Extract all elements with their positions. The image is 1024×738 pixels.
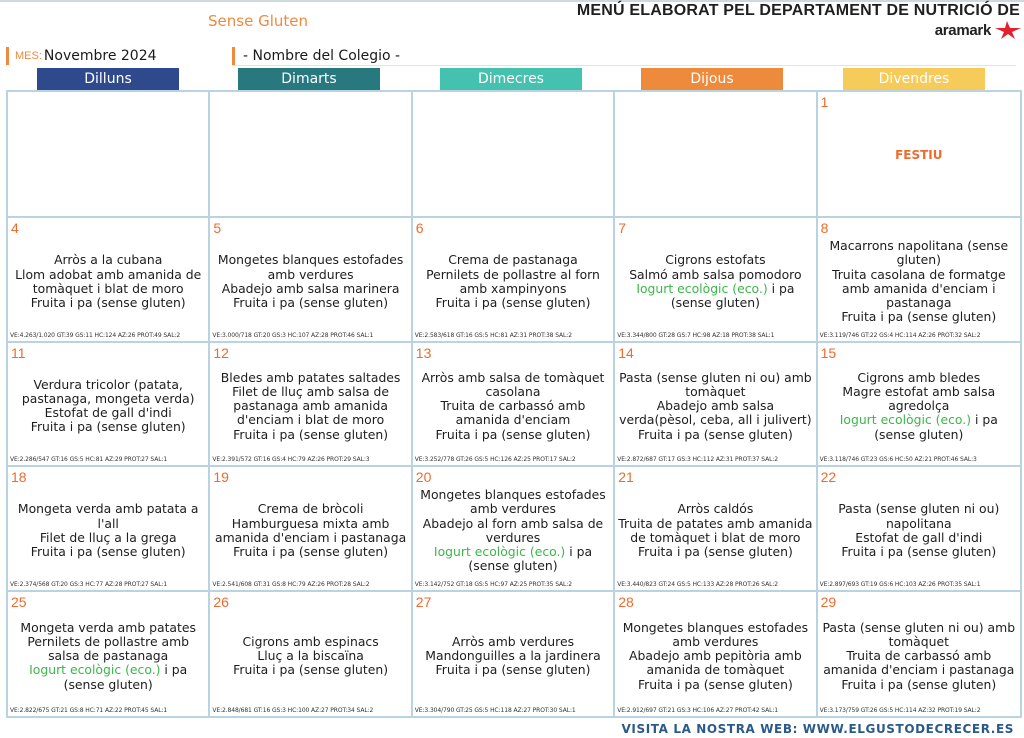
meal-text: Filet de lluç a la grega — [39, 529, 177, 545]
meal-text: Pernilets de pollastre al forn amb xampinyons — [426, 266, 600, 296]
meal-item — [31, 296, 186, 310]
meal-text: Truita casolana de formatge amb amanida d'enciam i pastanaga — [831, 266, 1006, 310]
meal-text: Lluç a la biscaïna — [257, 648, 364, 664]
meal-text: Fruita i pa (sense gluten) — [30, 419, 186, 435]
meal-item — [452, 635, 574, 649]
meal-text: Abadejo amb pepitòria amb amanida de tomàquet — [629, 648, 802, 678]
day-number: 27 — [415, 593, 432, 610]
meal-text: Llom adobat amb amanida de tomàquet i blat de moro — [15, 266, 202, 296]
meal-item — [820, 502, 1018, 530]
meal-item — [415, 399, 611, 427]
day-cell — [818, 592, 1020, 717]
meal-text: Fruita i pa (sense gluten) — [30, 294, 186, 310]
meal-text: Fruita i pa (sense gluten) — [637, 426, 793, 442]
day-cell — [818, 92, 1020, 218]
meal-item — [415, 517, 611, 545]
meal-item — [638, 545, 793, 559]
meal-item — [436, 663, 591, 677]
brand-wordmark: aramark — [934, 21, 991, 39]
meal-text: Fruita i pa (sense gluten) — [30, 543, 186, 559]
meal-text: Pernilets de pollastre amb salsa de pastanaga — [27, 633, 190, 664]
nutrition-info: VE:2.374/568 GT:20 GS:3 HC:77 AZ:28 PROT:27 SAL:1 — [10, 580, 168, 588]
meal-list — [415, 361, 611, 453]
meal-list — [212, 485, 408, 577]
meal-item — [31, 420, 186, 434]
meal-text: Fruita i pa (sense gluten) — [841, 543, 997, 559]
meal-item — [841, 545, 996, 559]
meal-item — [233, 428, 388, 442]
meal-item — [436, 296, 591, 310]
meal-text: Filet de lluç amb salsa de pastanaga amb amanida d'enciam i blat de moro — [232, 383, 390, 428]
eco-yogurt-text: Iogurt ecològic (eco.) — [636, 280, 768, 296]
diet-subtitle: Sense Gluten — [208, 12, 308, 30]
meal-item — [31, 545, 186, 559]
school-name: - Nombre del Colegio - — [243, 47, 401, 64]
day-number: 11 — [11, 344, 26, 361]
meal-text: Hamburguesa mixta amb amanida d'enciam i pastanaga — [214, 515, 407, 545]
meal-text: i pa (sense gluten) — [670, 280, 795, 310]
meal-text: Mongetes blanques estofades amb verdures — [420, 487, 606, 517]
website-footer: VISITA LA NOSTRA WEB: WWW.ELGUSTODECRECER.ES — [621, 722, 1014, 736]
meal-item — [212, 253, 408, 281]
meal-text: Arròs caldós — [677, 501, 754, 517]
meal-item — [258, 502, 364, 516]
day-cell — [210, 218, 412, 343]
meal-item — [45, 406, 172, 420]
meal-text: Fruita i pa (sense gluten) — [841, 309, 997, 325]
meal-text: Arròs amb verdures — [451, 633, 575, 649]
meal-item — [617, 517, 813, 545]
school-field — [232, 46, 1016, 66]
meal-text: Mongeta verda amb patata a l'all — [17, 501, 199, 531]
day-cell — [413, 218, 615, 343]
meal-list — [212, 236, 408, 328]
day-number: 7 — [618, 220, 626, 236]
meal-item — [415, 371, 611, 399]
nutrition-info: VE:2.848/681 GT:16 GS:3 HC:100 AZ:27 PROT:34 SAL:2 — [212, 707, 374, 714]
day-cell — [8, 343, 210, 468]
meal-item — [617, 371, 813, 399]
day-cell — [615, 467, 817, 592]
meal-list — [10, 610, 206, 704]
nutrition-info: VE:3.252/778 GT:26 GS:5 HC:126 AZ:25 PROT:17 SAL:2 — [414, 456, 576, 463]
meal-text: Macarrons napolitana (sense gluten) — [829, 238, 1009, 268]
meal-text: Fruita i pa (sense gluten) — [233, 294, 389, 310]
meal-item — [257, 649, 364, 663]
meal-text: i pa (sense gluten) — [874, 412, 998, 442]
meal-list — [820, 610, 1018, 704]
meal-text: Estofat de gall d'indi — [855, 529, 983, 545]
day-cell — [210, 343, 412, 468]
day-number: 8 — [820, 220, 829, 236]
meal-list — [820, 361, 1018, 453]
weekday-thursday: Dijous — [641, 68, 783, 90]
meal-item — [841, 678, 996, 692]
day-number: 6 — [415, 220, 424, 236]
meal-text: Fruita i pa (sense gluten) — [233, 543, 389, 559]
meal-list — [820, 236, 1018, 328]
day-number: 13 — [415, 344, 432, 361]
meal-text: Mongetes blanques estofades amb verdures — [622, 619, 809, 649]
weekday-tuesday: Dimarts — [238, 68, 380, 90]
meal-item — [212, 385, 408, 428]
meal-text: Pasta (sense gluten ni ou) amb tomàquet — [619, 369, 812, 399]
meal-text: Bledes amb patates saltades — [220, 369, 401, 385]
meal-item — [415, 545, 611, 573]
meal-item — [212, 517, 408, 545]
meal-text: Fruita i pa (sense gluten) — [841, 676, 997, 692]
day-number: 12 — [213, 344, 229, 361]
meal-text: Cigrons amb bledes — [857, 369, 981, 385]
meal-text: Mongeta verda amb patates — [20, 619, 196, 635]
meal-item — [243, 635, 379, 649]
meal-item — [820, 413, 1018, 441]
meal-item — [617, 621, 813, 649]
day-cell — [8, 92, 210, 218]
day-number: 22 — [820, 469, 837, 485]
day-cell — [818, 467, 1020, 592]
meal-item — [820, 239, 1018, 267]
nutrition-info: VE:3.000/718 GT:20 GS:3 HC:107 AZ:28 PROT:46 SAL:1 — [212, 331, 374, 339]
meal-list — [10, 485, 206, 577]
meal-item — [448, 253, 577, 267]
meal-text: Truita de carbassó amb amanida d'enciam — [440, 398, 586, 428]
meal-item — [820, 385, 1018, 413]
meal-text: Arròs a la cubana — [54, 252, 163, 268]
month-field — [6, 46, 222, 66]
meal-item — [638, 428, 793, 442]
month-accent-bar — [6, 47, 9, 65]
day-cell — [210, 467, 412, 592]
day-number: 18 — [11, 469, 27, 485]
day-number: 20 — [415, 469, 432, 485]
nutrition-info: VE:2.541/608 GT:31 GS:8 HC:79 AZ:26 PROT:28 SAL:2 — [212, 580, 370, 588]
meal-text: Fruita i pa (sense gluten) — [435, 662, 591, 678]
day-cell — [615, 592, 817, 717]
meal-text: Abadejo amb salsa verda(pèsol, ceba, all i julivert) — [619, 398, 812, 428]
meal-item — [677, 502, 753, 516]
meal-list — [415, 236, 611, 328]
eco-yogurt-text: Iogurt ecològic (eco.) — [839, 412, 972, 428]
nutrition-info: VE:3.173/759 GT:26 GS:5 HC:114 AZ:32 PROT:19 SAL:2 — [819, 707, 981, 714]
meal-list — [10, 236, 206, 328]
meal-item — [40, 531, 177, 545]
meal-text: Estofat de gall d'indi — [44, 405, 172, 421]
nutrition-info: VE:3.119/746 GT:22 GS:4 HC:114 AZ:26 PROT:32 SAL:2 — [819, 331, 981, 339]
meal-item — [233, 545, 388, 559]
eco-yogurt-text: Iogurt ecològic (eco.) — [29, 662, 161, 678]
meal-text: Cigrons amb espinacs — [242, 633, 379, 649]
weekday-friday: Divendres — [843, 68, 985, 90]
meal-item — [10, 378, 206, 406]
nutrition-info: VE:2.912/697 GT:21 GS:3 HC:106 AZ:27 PROT:42 SAL:1 — [617, 707, 779, 714]
nutrition-info: VE:2.391/572 GT:16 GS:4 HC:79 AZ:26 PROT:29 SAL:3 — [212, 456, 370, 463]
meal-item — [436, 428, 591, 442]
day-cell — [8, 592, 210, 717]
meal-list — [617, 610, 813, 704]
meal-item — [415, 268, 611, 296]
school-accent-bar — [232, 47, 235, 65]
meal-text: Truita de patates amb amanida de tomàquet i blat de moro — [618, 515, 813, 545]
meal-list — [617, 485, 813, 577]
day-cell — [818, 218, 1020, 343]
meal-item — [857, 371, 980, 385]
nutrition-info: VE:4.263/1.020 GT:39 GS:11 HC:124 AZ:26 PROT:49 SAL:2 — [10, 331, 181, 339]
nutrition-info: VE:2.583/618 GT:16 GS:5 HC:81 AZ:31 PROT:38 SAL:2 — [414, 331, 572, 339]
day-cell — [615, 218, 817, 343]
day-cell — [8, 467, 210, 592]
meal-list — [415, 610, 611, 704]
meal-text: Pasta (sense gluten ni ou) napolitana — [838, 501, 1000, 531]
meal-list — [820, 485, 1018, 577]
nutrition-info: VE:2.872/687 GT:17 GS:3 HC:112 AZ:31 PROT:37 SAL:2 — [617, 456, 779, 463]
star-logo-icon — [994, 20, 1022, 40]
meal-text: Abadejo al forn amb salsa de verdures — [422, 515, 604, 545]
meal-item — [629, 268, 801, 282]
day-number: 15 — [820, 344, 837, 361]
meal-text: Crema de bròcoli — [257, 501, 364, 517]
meal-text: Cigrons estofats — [665, 252, 766, 268]
meal-text: Mongetes blanques estofades amb verdures — [217, 252, 404, 282]
day-number: 29 — [820, 593, 837, 610]
meal-text: Abadejo amb salsa marinera — [221, 280, 400, 296]
meal-text: Verdura tricolor (patata, pastanaga, mongeta verda) — [21, 376, 195, 407]
menu-calendar-grid — [6, 90, 1022, 718]
meal-text: Fruita i pa (sense gluten) — [637, 543, 793, 559]
day-number: 28 — [618, 593, 634, 610]
menu-heading: MENÚ ELABORAT PEL DEPARTAMENT DE NUTRICIÓ DE — [576, 2, 1020, 19]
meal-item — [820, 621, 1018, 649]
meal-text: Fruita i pa (sense gluten) — [435, 294, 591, 310]
meal-item — [617, 649, 813, 677]
day-cell — [413, 343, 615, 468]
meal-item — [841, 310, 996, 324]
meal-text: Crema de pastanaga — [448, 252, 578, 268]
day-cell — [818, 343, 1020, 468]
month-label: MES: — [15, 50, 42, 62]
meal-item — [617, 399, 813, 427]
nutrition-info: VE:3.142/752 GT:18 GS:5 HC:97 AZ:25 PROT:35 SAL:2 — [414, 580, 572, 588]
meal-item — [233, 663, 388, 677]
meal-list — [617, 236, 813, 328]
meal-text: Arròs amb salsa de tomàquet casolana — [421, 369, 605, 399]
meal-text: i pa (sense gluten) — [63, 662, 188, 692]
meal-text: Magre estofat amb salsa agredolça — [842, 383, 996, 414]
day-cell — [615, 343, 817, 468]
day-cell — [615, 92, 817, 218]
weekday-header — [0, 68, 1024, 90]
day-number: 4 — [11, 220, 19, 236]
day-cell — [413, 92, 615, 218]
meal-item — [415, 488, 611, 516]
meal-text: Truita de carbassó amb amanida d'enciam i pastanaga — [823, 648, 1015, 678]
meal-item — [638, 678, 793, 692]
eco-yogurt-text: Iogurt ecològic (eco.) — [433, 543, 566, 559]
day-cell — [210, 592, 412, 717]
meal-item — [820, 268, 1018, 311]
day-number: 25 — [11, 593, 27, 610]
meal-list — [212, 610, 408, 704]
meal-text: Mandonguilles a la jardinera — [425, 648, 601, 664]
meal-item — [10, 268, 206, 296]
meal-item — [10, 502, 206, 530]
meal-list — [415, 485, 611, 577]
holiday-label: FESTIU — [895, 148, 943, 162]
meal-text: Fruita i pa (sense gluten) — [233, 426, 389, 442]
meal-item — [221, 371, 401, 385]
meal-item — [54, 253, 162, 267]
meal-item — [855, 531, 982, 545]
meal-text: Pasta (sense gluten ni ou) amb tomàquet — [822, 619, 1016, 649]
weekday-wednesday: Dimecres — [440, 68, 582, 90]
meal-item — [10, 663, 206, 691]
nutrition-info: VE:2.822/675 GT:21 GS:8 HC:71 AZ:22 PROT:45 SAL:1 — [10, 707, 168, 714]
meal-text: Fruita i pa (sense gluten) — [233, 662, 389, 678]
nutrition-info: VE:2.897/693 GT:19 GS:6 HC:103 AZ:26 PROT:35 SAL:1 — [819, 580, 981, 588]
meal-item — [425, 649, 600, 663]
day-cell — [8, 218, 210, 343]
day-number: 19 — [213, 469, 229, 485]
brand-logo — [935, 20, 1022, 40]
meal-item — [820, 649, 1018, 677]
meal-item — [665, 253, 765, 267]
day-cell — [413, 467, 615, 592]
nutrition-info: VE:3.118/746 GT:23 GS:6 HC:50 AZ:21 PROT:46 SAL:3 — [819, 456, 977, 463]
day-cell — [413, 592, 615, 717]
day-number: 21 — [618, 469, 634, 485]
meal-item — [20, 621, 196, 635]
day-number: 26 — [213, 593, 229, 610]
meal-item — [222, 282, 400, 296]
meal-text: i pa (sense gluten) — [468, 543, 593, 574]
day-number: 1 — [820, 94, 829, 110]
day-number: 5 — [213, 220, 222, 236]
meal-text: Fruita i pa (sense gluten) — [435, 426, 591, 442]
meal-list — [212, 361, 408, 453]
meal-text: Fruita i pa (sense gluten) — [637, 676, 793, 692]
weekday-monday: Dilluns — [37, 68, 179, 90]
nutrition-info: VE:2.286/547 GT:16 GS:5 HC:81 AZ:29 PROT:27 SAL:1 — [10, 456, 168, 463]
meal-list — [617, 361, 813, 453]
meal-item — [10, 635, 206, 663]
nutrition-info: VE:3.440/823 GT:24 GS:5 HC:133 AZ:28 PROT:26 SAL:2 — [617, 580, 779, 588]
month-value: Novembre 2024 — [43, 48, 157, 64]
nutrition-info: VE:3.304/790 GT:25 GS:5 HC:118 AZ:27 PROT:30 SAL:1 — [414, 707, 576, 714]
meal-text: Salmó amb salsa pomodoro — [629, 266, 802, 282]
day-number: 14 — [618, 344, 634, 361]
meal-list — [10, 361, 206, 453]
day-cell — [210, 92, 412, 218]
meal-item — [617, 282, 813, 310]
meal-item — [233, 296, 388, 310]
nutrition-info: VE:3.344/800 GT:28 GS:7 HC:98 AZ:18 PROT:38 SAL:1 — [617, 331, 775, 339]
